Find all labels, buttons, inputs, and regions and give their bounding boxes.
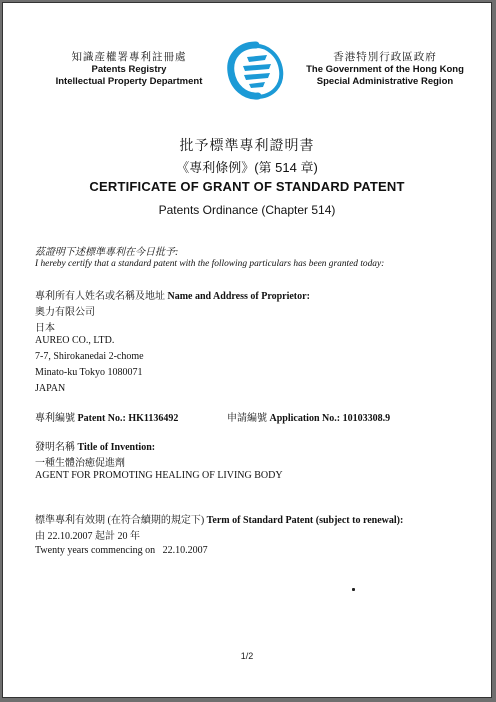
invention-label <box>35 438 155 453</box>
invention-title-en: AGENT FOR PROMOTING HEALING OF LIVING BODY <box>35 470 283 481</box>
term-zh: 由 22.10.2007 起計 20 年 <box>35 531 140 542</box>
header-left-zh: 知識產權署專利註冊處 <box>71 51 187 63</box>
term-label-en: Term of Standard Patent (subject to renewal): <box>206 515 404 526</box>
application-number-label-en: Application No.: <box>269 413 341 424</box>
patent-number-value: HK1136492 <box>128 413 179 424</box>
patent-number-label-zh: 專利編號 <box>35 413 75 424</box>
ordinance-en: Patents Ordinance (Chapter 514) <box>158 203 336 217</box>
proprietor-line: 日本 <box>35 323 55 334</box>
ordinance-zh: 《專利條例》(第 514 章) <box>176 160 318 175</box>
header-left <box>41 49 217 88</box>
patent-number-label-en: Patent No.: <box>77 413 126 424</box>
invention-title-zh: 一種生體治癒促進劑 <box>35 458 125 469</box>
proprietor-line: 7-7, Shirokanedai 2-chome <box>35 351 144 362</box>
hksar-emblem-icon <box>225 41 287 101</box>
term-label <box>35 511 403 526</box>
application-number <box>227 409 390 424</box>
invention-label-zh: 發明名稱 <box>35 442 75 453</box>
proprietor-label-en: Name and Address of Proprietor: <box>167 291 310 302</box>
term-label-zh: 標準專利有效期 (在符合續期的規定下) <box>35 515 205 526</box>
application-number-label-zh: 申請編號 <box>227 413 267 424</box>
certificate-title-zh: 批予標準專利證明書 <box>179 137 315 153</box>
certificate-page <box>3 3 491 697</box>
proprietor-line: 奧力有限公司 <box>35 307 95 318</box>
proprietor-label <box>35 287 310 302</box>
patent-number <box>35 409 178 424</box>
scan-speck <box>352 588 355 591</box>
certify-statement-en: I hereby certify that a standard patent with the following particulars has been granted today: <box>35 259 385 269</box>
header-right-en-2: Special Administrative Region <box>316 76 454 87</box>
proprietor-line: AUREO CO., LTD. <box>35 335 115 346</box>
header-right <box>295 49 475 88</box>
header-left-en-1: Patents Registry <box>91 64 167 75</box>
header-right-en-1: The Government of the Hong Kong <box>306 64 464 75</box>
header-right-zh: 香港特別行政區政府 <box>333 51 437 63</box>
proprietor-label-zh: 專利所有人姓名或名稱及地址 <box>35 291 165 302</box>
proprietor-line: Minato-ku Tokyo 1080071 <box>35 367 143 378</box>
certify-statement-zh: 茲證明下述標準專利在今日批予: <box>35 247 179 258</box>
invention-label-en: Title of Invention: <box>77 442 156 453</box>
term-date: 22.10.2007 <box>162 545 208 556</box>
proprietor-line: JAPAN <box>35 383 66 394</box>
term-en-prefix: Twenty years commencing on <box>35 545 156 556</box>
term-en <box>35 545 208 556</box>
application-number-value: 10103308.9 <box>342 413 391 424</box>
header-left-en-2: Intellectual Property Department <box>55 76 203 87</box>
page-number: 1/2 <box>240 651 254 661</box>
certificate-title-en: CERTIFICATE OF GRANT OF STANDARD PATENT <box>89 179 405 194</box>
